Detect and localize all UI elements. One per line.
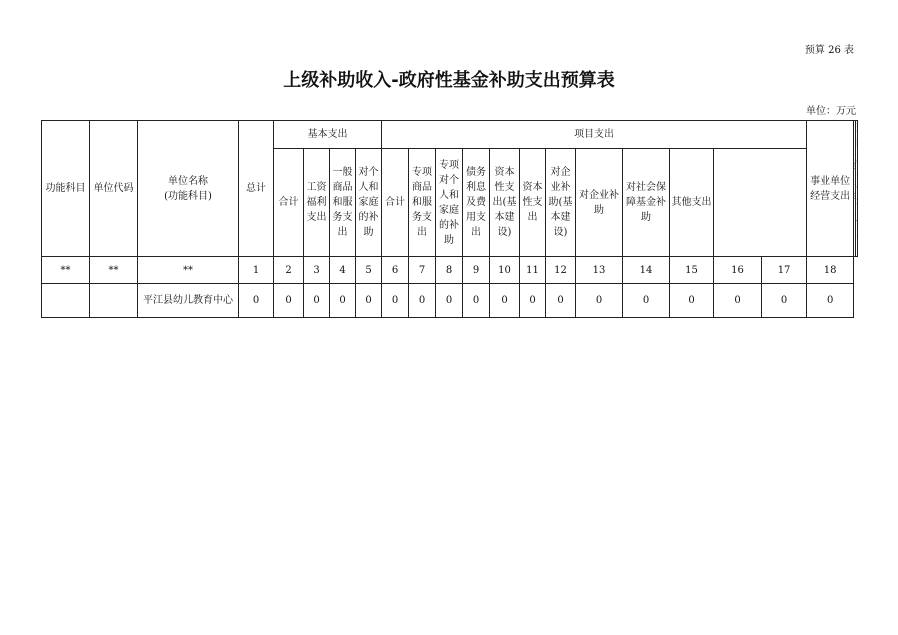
col-project-goods-services: 专项商品和服务支出 xyxy=(409,149,436,257)
col-func-subject: 功能科目 xyxy=(42,121,90,257)
col-project-debt-interest: 债务利息及费用支出 xyxy=(463,149,490,257)
index-cell: 14 xyxy=(623,257,670,284)
col-project-social-security: 对社会保障基金补助 xyxy=(623,149,670,257)
column-index-row xyxy=(42,257,858,284)
col-unit-name xyxy=(138,121,239,257)
table-cell: 0 xyxy=(807,284,854,318)
unit-label: 单位：万元 xyxy=(806,106,856,117)
table-cell: 0 xyxy=(670,284,714,318)
page-title: 上级补助收入-政府性基金补助支出预算表 xyxy=(283,70,615,91)
index-cell: 12 xyxy=(546,257,576,284)
table-cell: 0 xyxy=(274,284,304,318)
index-cell: 18 xyxy=(807,257,854,284)
index-cell: 13 xyxy=(576,257,623,284)
index-cell: 1 xyxy=(239,257,274,284)
index-cell: 2 xyxy=(274,257,304,284)
index-cell: 8 xyxy=(436,257,463,284)
table-cell: 0 xyxy=(436,284,463,318)
index-cell: 10 xyxy=(490,257,520,284)
index-cell: 17 xyxy=(762,257,807,284)
col-project-other: 其他支出 xyxy=(670,149,714,257)
index-cell: ** xyxy=(42,257,90,284)
table-cell: 0 xyxy=(330,284,356,318)
col-public-unit-operating: 事业单位经营支出 xyxy=(807,121,854,257)
table-cell: 0 xyxy=(576,284,623,318)
col-project-personal-subsidy: 专项对个人和家庭的补助 xyxy=(436,149,463,257)
index-cell: 9 xyxy=(463,257,490,284)
table-cell-unit-name: 平江县幼儿教育中心 xyxy=(138,284,239,318)
table-cell: 0 xyxy=(623,284,670,318)
table-cell: 0 xyxy=(356,284,382,318)
col-unit-name-line2: (功能科目) xyxy=(164,190,212,202)
index-cell: 7 xyxy=(409,257,436,284)
index-cell: 6 xyxy=(382,257,409,284)
index-cell: 11 xyxy=(520,257,546,284)
group-project-expenditure: 项目支出 xyxy=(382,121,807,149)
col-total: 总计 xyxy=(239,121,274,257)
budget-table xyxy=(41,120,858,318)
col-project-subtotal: 合计 xyxy=(382,149,409,257)
table-cell: 0 xyxy=(762,284,807,318)
index-cell: 15 xyxy=(670,257,714,284)
table-cell: 0 xyxy=(382,284,409,318)
header-row-groups xyxy=(42,121,858,149)
index-cell: 16 xyxy=(714,257,762,284)
table-cell: 0 xyxy=(490,284,520,318)
table-cell: 0 xyxy=(239,284,274,318)
col-project-capital-construction: 资本性支出(基本建设) xyxy=(490,149,520,257)
group-basic-expenditure: 基本支出 xyxy=(274,121,382,149)
table-cell xyxy=(90,284,138,318)
table-cell: 0 xyxy=(304,284,330,318)
col-unit-code: 单位代码 xyxy=(90,121,138,257)
table-cell: 0 xyxy=(463,284,490,318)
col-project-enterprise-subsidy: 对企业补助 xyxy=(576,149,623,257)
table-cell: 0 xyxy=(546,284,576,318)
index-cell: ** xyxy=(138,257,239,284)
form-number: 预算 26 表 xyxy=(804,45,854,56)
index-cell: 3 xyxy=(304,257,330,284)
table-cell xyxy=(42,284,90,318)
col-basic-personal-subsidy: 对个人和家庭的补助 xyxy=(356,149,382,257)
col-unit-name-line1: 单位名称 xyxy=(168,175,208,187)
col-subsidiary-grant xyxy=(856,121,858,257)
table-row xyxy=(42,284,858,318)
table-cell: 0 xyxy=(714,284,762,318)
col-project-enterprise-construction: 对企业补助(基本建设) xyxy=(546,149,576,257)
index-cell: 4 xyxy=(330,257,356,284)
table-cell: 0 xyxy=(409,284,436,318)
table-cell: 0 xyxy=(520,284,546,318)
col-basic-subtotal: 合计 xyxy=(274,149,304,257)
index-cell: 5 xyxy=(356,257,382,284)
col-basic-goods-services: 一般商品和服务支出 xyxy=(330,149,356,257)
col-project-capital: 资本性支出 xyxy=(520,149,546,257)
col-basic-salary: 工资福利支出 xyxy=(304,149,330,257)
index-cell: ** xyxy=(90,257,138,284)
